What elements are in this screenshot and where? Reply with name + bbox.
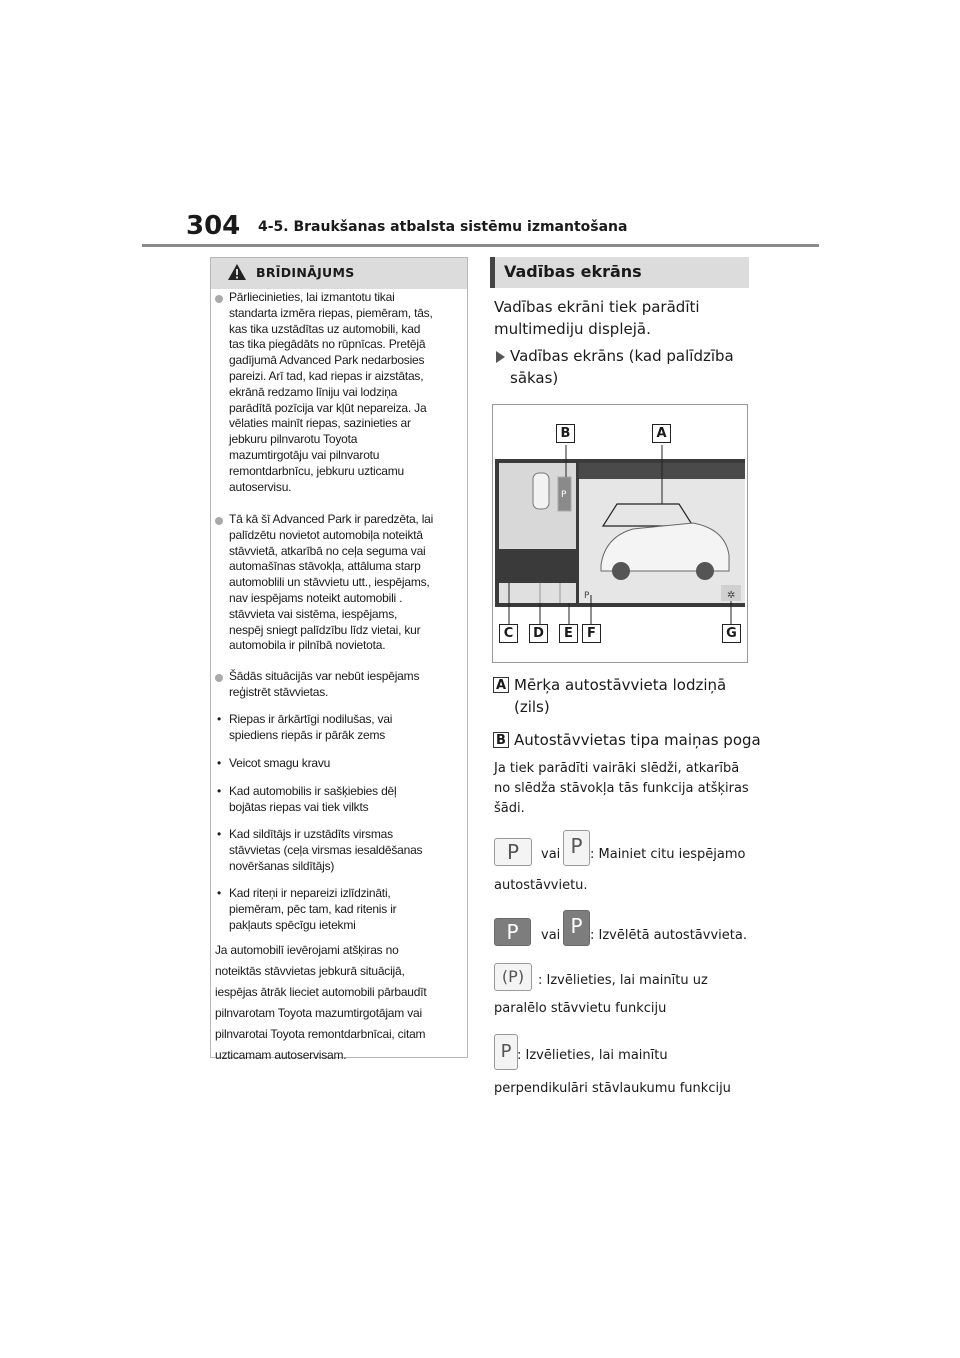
list-bullet: • bbox=[217, 784, 222, 798]
parallel-parking-icon: (P) bbox=[494, 963, 532, 991]
row3-continued: paralēlo stāvvietu funkciju bbox=[494, 1001, 667, 1016]
switch-description: Ja tiek parādīti vairāki slēdži, atkarībā no slēdža stāvokļa tās funkcija atšķiras šādi. bbox=[494, 761, 749, 816]
list-bullet: • bbox=[217, 827, 222, 841]
section-title: Vadības ekrāns bbox=[504, 262, 642, 281]
chapter-title: 4-5. Braukšanas atbalsta sistēmu izmantošana bbox=[258, 219, 628, 235]
list-bullet: • bbox=[217, 756, 222, 770]
vai-text: vai bbox=[541, 928, 561, 943]
row1-continued: autostāvvietu. bbox=[494, 878, 588, 893]
arrow-bullet-icon bbox=[496, 351, 505, 363]
bullet-dot-icon bbox=[215, 674, 223, 682]
bullet-dot-icon bbox=[215, 295, 223, 303]
p-switch-selected-icon: P bbox=[494, 918, 531, 946]
p-switch-light-icon: P bbox=[494, 838, 532, 866]
svg-text:✲: ✲ bbox=[727, 590, 736, 601]
row4-text: : Izvēlieties, lai mainītu bbox=[517, 1048, 668, 1063]
label-b-box: B bbox=[493, 732, 509, 748]
warning-triangle-icon bbox=[227, 263, 247, 281]
warning-list-item: Riepas ir ārkārtīgi nodilušas, vai spiediens riepās ir pārāk zems bbox=[229, 712, 393, 742]
row2-text: : Izvēlētā autostāvvieta. bbox=[590, 928, 747, 943]
bullet-dot-icon bbox=[215, 517, 223, 525]
row4-continued: perpendikulāri stāvlaukumu funkciju bbox=[494, 1081, 731, 1096]
warning-list-item: Kad sildītājs ir uzstādīts virsmas stāvvietas (ceļa virsmas iesaldēšanas novēršanas sildītājs) bbox=[229, 827, 423, 873]
label-a-box: A bbox=[493, 677, 509, 693]
callout-label: E bbox=[559, 624, 578, 643]
perpendicular-parking-icon: P bbox=[494, 1034, 518, 1070]
header-rule bbox=[142, 244, 819, 247]
warning-title: BRĪDINĀJUMS bbox=[256, 265, 355, 280]
p-switch-selected-tall-icon: P bbox=[563, 910, 590, 946]
callout-label: A bbox=[652, 424, 671, 443]
label-a-text: Mērķa autostāvvieta lodziņā (zils) bbox=[514, 676, 727, 716]
list-bullet: • bbox=[217, 712, 222, 726]
subheading: Vadības ekrāns (kad palīdzība sākas) bbox=[510, 347, 734, 387]
section-intro: Vadības ekrāni tiek parādīti multimediju displejā. bbox=[494, 298, 700, 338]
row3-text: : Izvēlieties, lai mainītu uz bbox=[538, 973, 708, 988]
list-bullet: • bbox=[217, 886, 222, 900]
vai-text: vai bbox=[541, 847, 561, 862]
warning-paragraph-3: Šādās situācijās var nebūt iespējams reģistrēt stāvvietas. bbox=[229, 669, 420, 699]
warning-list-item: Veicot smagu kravu bbox=[229, 756, 331, 770]
warning-paragraph-1: Pārliecinieties, lai izmantotu tikai standarta izmēra riepas, piemēram, tās, kas tika uzstādītas uz automobili, kad tas tika piegādāts no rūpnīcas. Pretējā gadījumā Advanced Park nedarbosies pareizi. Arī tad, kad riepas ir aizstātas, ekrānā redzamo līniju vai lodziņa parādītā pozīcija var kļūt nepareiza. Ja vēlaties mainīt riepas, sazinieties ar jebkuru pilnvarotu Toyota mazumtirgotāju vai pilnvarotu remontdarbnīcu, jebkuru uzticamu autoservisu. bbox=[229, 290, 433, 494]
callout-label: B bbox=[556, 424, 575, 443]
label-b-text: Autostāvvietas tipa maiņas poga bbox=[514, 731, 761, 749]
warning-list-item: Kad automobilis ir sašķiebies dēļ bojātas riepas vai tiek vilkts bbox=[229, 784, 397, 814]
callout-label: D bbox=[529, 624, 548, 643]
warning-list-item: Kad riteņi ir nepareizi izlīdzināti, piemēram, pēc tam, kad ritenis ir pakļauts spēcīgu ietekmi bbox=[229, 886, 397, 932]
callout-label: C bbox=[499, 624, 518, 643]
page-number: 304 bbox=[186, 211, 241, 241]
row1-text: : Mainiet citu iespējamo bbox=[590, 847, 746, 862]
p-switch-light-tall-icon: P bbox=[563, 830, 590, 866]
warning-paragraph-2: Tā kā šī Advanced Park ir paredzēta, lai palīdzētu novietot automobiļa noteiktā stāvvietā, atkarībā no ceļa seguma vai automašīnas stāvokļa, attāluma starp automoblili un stāvvietu utt., iespējams, nav iespējams noteikt automobili . stāvvieta vai sistēma, iespējams, nespēj sniegt palīdzību līdz vietai, kur automobila ir pilnībā novietota. bbox=[229, 512, 434, 653]
svg-text:P: P bbox=[561, 490, 567, 500]
callout-label: G bbox=[722, 624, 741, 643]
callout-label: F bbox=[582, 624, 601, 643]
svg-text:P: P bbox=[584, 591, 590, 601]
warning-closing: Ja automobilī ievērojami atšķiras no noteiktās stāvvietas jebkurā situācijā, iespējas ātrāk lieciet automobili pārbaudīt pilnvarotam Toyota mazumtirgotājam vai pilnvarotai Toyota remontdarbnīcai, citam uzticamam autoservisam. bbox=[215, 943, 427, 1062]
